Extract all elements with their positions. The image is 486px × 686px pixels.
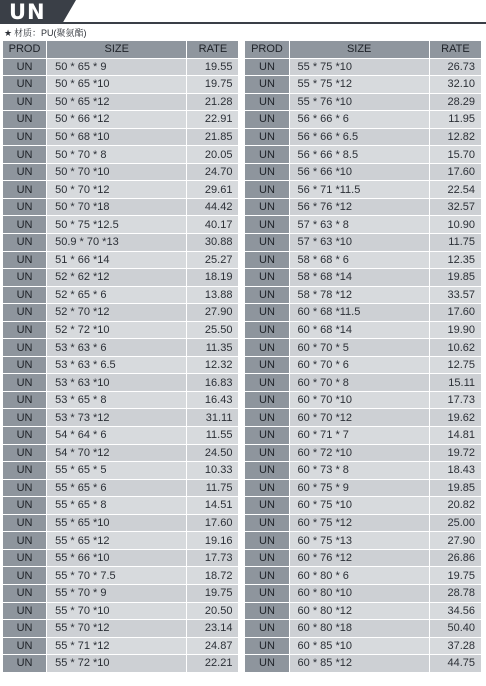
cell-rate: 26.73 bbox=[430, 59, 482, 77]
cell-prod: UN bbox=[3, 181, 47, 199]
cell-size: 57 * 63 *10 bbox=[290, 234, 430, 252]
cell-size: 50 * 70 *10 bbox=[47, 164, 187, 182]
cell-size: 60 * 70 *12 bbox=[290, 409, 430, 427]
cell-rate: 18.19 bbox=[187, 269, 239, 287]
cell-rate: 16.43 bbox=[187, 392, 239, 410]
cell-prod: UN bbox=[245, 129, 289, 147]
cell-rate: 12.75 bbox=[430, 357, 482, 375]
table-row bbox=[3, 269, 482, 287]
cell-prod: UN bbox=[3, 234, 47, 252]
cell-prod: UN bbox=[3, 427, 47, 445]
cell-size: 53 * 63 * 6 bbox=[47, 339, 187, 357]
table-row bbox=[3, 287, 482, 305]
table-row bbox=[3, 374, 482, 392]
cell-prod: UN bbox=[3, 357, 47, 375]
table-row bbox=[3, 252, 482, 270]
cell-size: 50.9 * 70 *13 bbox=[47, 234, 187, 252]
cell-prod: UN bbox=[245, 603, 289, 621]
cell-rate: 16.83 bbox=[187, 374, 239, 392]
cell-rate: 17.73 bbox=[430, 392, 482, 410]
table-row bbox=[3, 603, 482, 621]
cell-rate: 34.56 bbox=[430, 603, 482, 621]
cell-prod: UN bbox=[245, 550, 289, 568]
column-header-size: SIZE bbox=[47, 41, 187, 59]
cell-prod: UN bbox=[3, 445, 47, 463]
table-row bbox=[3, 146, 482, 164]
cell-size: 53 * 63 * 6.5 bbox=[47, 357, 187, 375]
cell-prod: UN bbox=[245, 287, 289, 305]
cell-prod: UN bbox=[3, 585, 47, 603]
table-row bbox=[3, 216, 482, 234]
cell-size: 60 * 80 *18 bbox=[290, 620, 430, 638]
cell-prod: UN bbox=[3, 392, 47, 410]
cell-rate: 11.35 bbox=[187, 339, 239, 357]
cell-size: 60 * 80 *12 bbox=[290, 603, 430, 621]
cell-prod: UN bbox=[3, 550, 47, 568]
table-row bbox=[3, 462, 482, 480]
table-row bbox=[3, 515, 482, 533]
table-row bbox=[3, 357, 482, 375]
cell-size: 54 * 64 * 6 bbox=[47, 427, 187, 445]
cell-rate: 28.29 bbox=[430, 94, 482, 112]
cell-rate: 32.57 bbox=[430, 199, 482, 217]
cell-rate: 13.88 bbox=[187, 287, 239, 305]
cell-rate: 19.75 bbox=[430, 567, 482, 585]
cell-size: 60 * 80 *10 bbox=[290, 585, 430, 603]
cell-rate: 29.61 bbox=[187, 181, 239, 199]
page-title: UN bbox=[0, 0, 62, 24]
table-row bbox=[3, 497, 482, 515]
cell-rate: 20.50 bbox=[187, 603, 239, 621]
cell-size: 55 * 70 *10 bbox=[47, 603, 187, 621]
cell-size: 60 * 85 *12 bbox=[290, 655, 430, 673]
cell-prod: UN bbox=[245, 111, 289, 129]
cell-rate: 21.28 bbox=[187, 94, 239, 112]
cell-size: 60 * 70 * 5 bbox=[290, 339, 430, 357]
cell-size: 53 * 63 *10 bbox=[47, 374, 187, 392]
cell-size: 50 * 65 * 9 bbox=[47, 59, 187, 77]
star-icon: ★ bbox=[4, 28, 13, 38]
cell-size: 55 * 75 *10 bbox=[290, 59, 430, 77]
cell-prod: UN bbox=[245, 59, 289, 77]
cell-prod: UN bbox=[3, 94, 47, 112]
table-row bbox=[3, 199, 482, 217]
cell-prod: UN bbox=[245, 480, 289, 498]
cell-size: 58 * 68 * 6 bbox=[290, 252, 430, 270]
cell-prod: UN bbox=[245, 532, 289, 550]
cell-rate: 12.35 bbox=[430, 252, 482, 270]
cell-size: 60 * 75 * 9 bbox=[290, 480, 430, 498]
page-header bbox=[0, 0, 486, 24]
material-note bbox=[4, 26, 87, 40]
header-rule bbox=[62, 22, 486, 24]
cell-size: 50 * 65 *12 bbox=[47, 94, 187, 112]
cell-size: 60 * 70 * 6 bbox=[290, 357, 430, 375]
cell-rate: 19.55 bbox=[187, 59, 239, 77]
cell-rate: 32.10 bbox=[430, 76, 482, 94]
cell-size: 60 * 80 * 6 bbox=[290, 567, 430, 585]
table-row bbox=[3, 480, 482, 498]
cell-size: 55 * 72 *10 bbox=[47, 655, 187, 673]
cell-prod: UN bbox=[245, 252, 289, 270]
cell-prod: UN bbox=[3, 59, 47, 77]
cell-size: 55 * 70 * 7.5 bbox=[47, 567, 187, 585]
cell-prod: UN bbox=[245, 164, 289, 182]
cell-rate: 50.40 bbox=[430, 620, 482, 638]
cell-prod: UN bbox=[3, 252, 47, 270]
column-header-prod: PROD bbox=[245, 41, 289, 59]
cell-prod: UN bbox=[245, 269, 289, 287]
cell-prod: UN bbox=[245, 515, 289, 533]
table-row bbox=[3, 94, 482, 112]
cell-size: 55 * 66 *10 bbox=[47, 550, 187, 568]
cell-rate: 19.90 bbox=[430, 322, 482, 340]
table-row bbox=[3, 585, 482, 603]
cell-prod: UN bbox=[3, 76, 47, 94]
cell-prod: UN bbox=[245, 567, 289, 585]
cell-size: 60 * 75 *13 bbox=[290, 532, 430, 550]
cell-rate: 19.62 bbox=[430, 409, 482, 427]
cell-prod: UN bbox=[245, 199, 289, 217]
cell-rate: 20.05 bbox=[187, 146, 239, 164]
cell-prod: UN bbox=[245, 585, 289, 603]
cell-size: 60 * 68 *11.5 bbox=[290, 304, 430, 322]
cell-prod: UN bbox=[3, 497, 47, 515]
cell-prod: UN bbox=[3, 322, 47, 340]
cell-size: 55 * 71 *12 bbox=[47, 638, 187, 656]
cell-rate: 24.87 bbox=[187, 638, 239, 656]
cell-rate: 18.43 bbox=[430, 462, 482, 480]
cell-rate: 12.32 bbox=[187, 357, 239, 375]
cell-prod: UN bbox=[245, 497, 289, 515]
cell-rate: 15.70 bbox=[430, 146, 482, 164]
cell-rate: 14.51 bbox=[187, 497, 239, 515]
cell-rate: 11.75 bbox=[187, 480, 239, 498]
cell-prod: UN bbox=[3, 532, 47, 550]
column-header-rate: RATE bbox=[430, 41, 482, 59]
cell-rate: 25.50 bbox=[187, 322, 239, 340]
cell-size: 55 * 75 *12 bbox=[290, 76, 430, 94]
table-row bbox=[3, 304, 482, 322]
cell-size: 60 * 85 *10 bbox=[290, 638, 430, 656]
cell-size: 60 * 75 *12 bbox=[290, 515, 430, 533]
cell-size: 50 * 65 *10 bbox=[47, 76, 187, 94]
cell-rate: 10.33 bbox=[187, 462, 239, 480]
cell-prod: UN bbox=[3, 129, 47, 147]
cell-size: 52 * 62 *12 bbox=[47, 269, 187, 287]
cell-prod: UN bbox=[3, 374, 47, 392]
cell-size: 55 * 76 *10 bbox=[290, 94, 430, 112]
cell-prod: UN bbox=[245, 374, 289, 392]
column-header-prod: PROD bbox=[3, 41, 47, 59]
cell-rate: 44.42 bbox=[187, 199, 239, 217]
cell-rate: 27.90 bbox=[187, 304, 239, 322]
cell-prod: UN bbox=[3, 567, 47, 585]
cell-rate: 11.95 bbox=[430, 111, 482, 129]
cell-size: 50 * 70 *12 bbox=[47, 181, 187, 199]
cell-size: 50 * 75 *12.5 bbox=[47, 216, 187, 234]
cell-rate: 37.28 bbox=[430, 638, 482, 656]
cell-rate: 22.91 bbox=[187, 111, 239, 129]
cell-prod: UN bbox=[245, 216, 289, 234]
cell-size: 60 * 72 *10 bbox=[290, 445, 430, 463]
table-row bbox=[3, 76, 482, 94]
cell-rate: 17.73 bbox=[187, 550, 239, 568]
cell-rate: 14.81 bbox=[430, 427, 482, 445]
cell-prod: UN bbox=[245, 304, 289, 322]
cell-prod: UN bbox=[3, 304, 47, 322]
cell-size: 56 * 71 *11.5 bbox=[290, 181, 430, 199]
cell-rate: 11.75 bbox=[430, 234, 482, 252]
cell-prod: UN bbox=[245, 462, 289, 480]
cell-rate: 19.75 bbox=[187, 76, 239, 94]
cell-prod: UN bbox=[245, 655, 289, 673]
cell-prod: UN bbox=[245, 638, 289, 656]
table-row bbox=[3, 620, 482, 638]
cell-prod: UN bbox=[3, 339, 47, 357]
table-row bbox=[3, 129, 482, 147]
cell-size: 56 * 66 * 8.5 bbox=[290, 146, 430, 164]
cell-rate: 40.17 bbox=[187, 216, 239, 234]
cell-size: 56 * 66 * 6 bbox=[290, 111, 430, 129]
cell-prod: UN bbox=[3, 620, 47, 638]
cell-rate: 30.88 bbox=[187, 234, 239, 252]
table-row bbox=[3, 550, 482, 568]
cell-size: 55 * 65 *10 bbox=[47, 515, 187, 533]
cell-size: 58 * 78 *12 bbox=[290, 287, 430, 305]
cell-rate: 33.57 bbox=[430, 287, 482, 305]
table-row bbox=[3, 59, 482, 77]
cell-prod: UN bbox=[3, 269, 47, 287]
cell-prod: UN bbox=[3, 164, 47, 182]
cell-size: 60 * 73 * 8 bbox=[290, 462, 430, 480]
cell-size: 55 * 70 *12 bbox=[47, 620, 187, 638]
cell-prod: UN bbox=[3, 216, 47, 234]
cell-rate: 21.85 bbox=[187, 129, 239, 147]
cell-rate: 26.86 bbox=[430, 550, 482, 568]
cell-size: 50 * 70 * 8 bbox=[47, 146, 187, 164]
cell-rate: 18.72 bbox=[187, 567, 239, 585]
cell-prod: UN bbox=[3, 480, 47, 498]
cell-size: 60 * 75 *10 bbox=[290, 497, 430, 515]
table-row bbox=[3, 409, 482, 427]
material-label: 材质：PU(聚氨酯) bbox=[14, 28, 87, 38]
cell-prod: UN bbox=[245, 357, 289, 375]
cell-prod: UN bbox=[3, 199, 47, 217]
cell-size: 56 * 76 *12 bbox=[290, 199, 430, 217]
table-row bbox=[3, 427, 482, 445]
table-row bbox=[3, 181, 482, 199]
cell-rate: 10.90 bbox=[430, 216, 482, 234]
price-table bbox=[3, 41, 482, 673]
table-row bbox=[3, 567, 482, 585]
cell-prod: UN bbox=[245, 181, 289, 199]
cell-size: 60 * 70 *10 bbox=[290, 392, 430, 410]
table-row bbox=[3, 445, 482, 463]
cell-prod: UN bbox=[3, 515, 47, 533]
column-header-size: SIZE bbox=[290, 41, 430, 59]
cell-size: 60 * 76 *12 bbox=[290, 550, 430, 568]
cell-rate: 27.90 bbox=[430, 532, 482, 550]
cell-rate: 17.60 bbox=[430, 304, 482, 322]
cell-prod: UN bbox=[245, 392, 289, 410]
cell-size: 52 * 70 *12 bbox=[47, 304, 187, 322]
cell-rate: 17.60 bbox=[430, 164, 482, 182]
cell-rate: 19.16 bbox=[187, 532, 239, 550]
cell-prod: UN bbox=[245, 322, 289, 340]
cell-size: 55 * 65 *12 bbox=[47, 532, 187, 550]
cell-size: 51 * 66 *14 bbox=[47, 252, 187, 270]
cell-rate: 19.85 bbox=[430, 480, 482, 498]
cell-size: 55 * 65 * 6 bbox=[47, 480, 187, 498]
cell-prod: UN bbox=[245, 427, 289, 445]
cell-size: 52 * 65 * 6 bbox=[47, 287, 187, 305]
cell-prod: UN bbox=[3, 146, 47, 164]
cell-size: 53 * 65 * 8 bbox=[47, 392, 187, 410]
cell-prod: UN bbox=[245, 620, 289, 638]
cell-prod: UN bbox=[3, 462, 47, 480]
cell-rate: 15.11 bbox=[430, 374, 482, 392]
cell-size: 53 * 73 *12 bbox=[47, 409, 187, 427]
cell-prod: UN bbox=[3, 603, 47, 621]
cell-prod: UN bbox=[245, 94, 289, 112]
cell-size: 52 * 72 *10 bbox=[47, 322, 187, 340]
cell-size: 55 * 65 * 5 bbox=[47, 462, 187, 480]
cell-rate: 28.78 bbox=[430, 585, 482, 603]
cell-rate: 44.75 bbox=[430, 655, 482, 673]
cell-size: 60 * 70 * 8 bbox=[290, 374, 430, 392]
cell-rate: 19.75 bbox=[187, 585, 239, 603]
table-row bbox=[3, 532, 482, 550]
cell-rate: 22.54 bbox=[430, 181, 482, 199]
cell-prod: UN bbox=[245, 146, 289, 164]
cell-size: 57 * 63 * 8 bbox=[290, 216, 430, 234]
cell-rate: 19.72 bbox=[430, 445, 482, 463]
cell-rate: 25.27 bbox=[187, 252, 239, 270]
column-header-rate: RATE bbox=[187, 41, 239, 59]
table-row bbox=[3, 655, 482, 673]
cell-prod: UN bbox=[3, 287, 47, 305]
cell-prod: UN bbox=[245, 234, 289, 252]
cell-prod: UN bbox=[245, 445, 289, 463]
cell-prod: UN bbox=[245, 409, 289, 427]
cell-rate: 10.62 bbox=[430, 339, 482, 357]
cell-rate: 11.55 bbox=[187, 427, 239, 445]
cell-rate: 12.82 bbox=[430, 129, 482, 147]
cell-rate: 31.11 bbox=[187, 409, 239, 427]
cell-size: 55 * 65 * 8 bbox=[47, 497, 187, 515]
cell-size: 54 * 70 *12 bbox=[47, 445, 187, 463]
cell-size: 50 * 66 *12 bbox=[47, 111, 187, 129]
cell-prod: UN bbox=[245, 339, 289, 357]
table-row bbox=[3, 638, 482, 656]
cell-size: 56 * 66 *10 bbox=[290, 164, 430, 182]
cell-size: 56 * 66 * 6.5 bbox=[290, 129, 430, 147]
cell-size: 58 * 68 *14 bbox=[290, 269, 430, 287]
cell-prod: UN bbox=[3, 111, 47, 129]
cell-size: 50 * 70 *18 bbox=[47, 199, 187, 217]
cell-rate: 24.70 bbox=[187, 164, 239, 182]
table-row bbox=[3, 339, 482, 357]
table-row bbox=[3, 322, 482, 340]
table-row bbox=[3, 234, 482, 252]
cell-size: 50 * 68 *10 bbox=[47, 129, 187, 147]
table-row bbox=[3, 164, 482, 182]
cell-rate: 22.21 bbox=[187, 655, 239, 673]
title-tab-slant bbox=[62, 0, 76, 24]
cell-size: 60 * 68 *14 bbox=[290, 322, 430, 340]
table-row bbox=[3, 392, 482, 410]
cell-rate: 20.82 bbox=[430, 497, 482, 515]
cell-size: 55 * 70 * 9 bbox=[47, 585, 187, 603]
table-row bbox=[3, 111, 482, 129]
cell-size: 60 * 71 * 7 bbox=[290, 427, 430, 445]
table-body bbox=[3, 59, 482, 673]
table-header-row bbox=[3, 41, 482, 59]
cell-prod: UN bbox=[245, 76, 289, 94]
cell-prod: UN bbox=[3, 638, 47, 656]
cell-rate: 17.60 bbox=[187, 515, 239, 533]
cell-prod: UN bbox=[3, 655, 47, 673]
cell-rate: 25.00 bbox=[430, 515, 482, 533]
cell-rate: 23.14 bbox=[187, 620, 239, 638]
cell-prod: UN bbox=[3, 409, 47, 427]
cell-rate: 24.50 bbox=[187, 445, 239, 463]
cell-rate: 19.85 bbox=[430, 269, 482, 287]
